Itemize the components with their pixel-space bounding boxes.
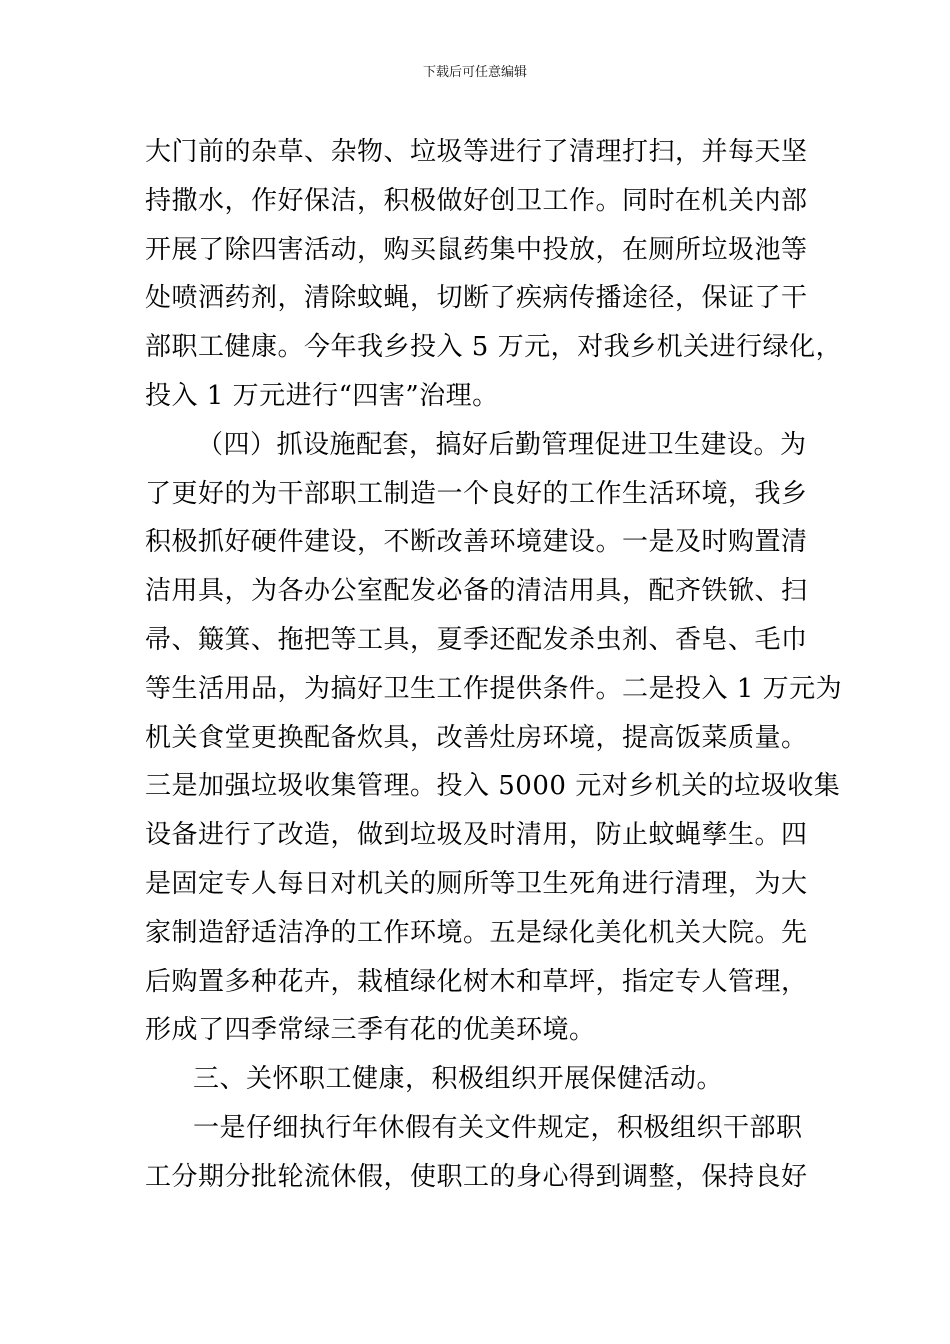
paragraph-line: 家制造舒适洁净的工作环境。五是绿化美化机关大院。先	[145, 917, 808, 948]
paragraph-line: 是固定专人每日对机关的厕所等卫生死角进行清理，为大	[145, 868, 808, 899]
paragraph-line: 开展了除四害活动，购买鼠药集中投放，在厕所垃圾池等	[145, 234, 808, 265]
paragraph-line: 处喷洒药剂，清除蚊蝇，切断了疾病传播途径，保证了干	[145, 283, 808, 314]
paragraph-line: 机关食堂更换配备炊具，改善灶房环境，提高饭菜质量。	[145, 722, 808, 753]
document-body	[145, 128, 843, 1202]
paragraph-line: 等生活用品，为搞好卫生工作提供条件。二是投入 1 万元为	[145, 673, 843, 704]
paragraph-line: 洁用具，为各办公室配发必备的清洁用具，配齐铁锨、扫	[145, 576, 808, 607]
paragraph-line: 后购置多种花卉，栽植绿化树木和草坪，指定专人管理，	[145, 966, 808, 997]
paragraph-line: 投入 1 万元进行“四害”治理。	[145, 380, 499, 411]
paragraph-line: 工分期分批轮流休假，使职工的身心得到调整，保持良好	[145, 1161, 808, 1192]
paragraph-line: 积极抓好硬件建设，不断改善环境建设。一是及时购置清	[145, 527, 808, 558]
paragraph-line: 三是加强垃圾收集管理。投入 5000 元对乡机关的垃圾收集	[145, 771, 841, 802]
paragraph-line: 大门前的杂草、杂物、垃圾等进行了清理打扫，并每天坚	[145, 137, 808, 167]
paragraph-line: 设备进行了改造，做到垃圾及时清用，防止蚊蝇孳生。四	[145, 820, 808, 851]
page-header: 下载后可任意编辑	[422, 65, 527, 80]
paragraph-line: 部职工健康。今年我乡投入 5 万元，对我乡机关进行绿化，	[145, 332, 843, 363]
paragraph-line: 持撒水，作好保洁，积极做好创卫工作。同时在机关内部	[145, 185, 808, 216]
paragraph-line: （四）抓设施配套，搞好后勤管理促进卫生建设。为	[197, 429, 807, 460]
paragraph-line: 形成了四季常绿三季有花的优美环境。	[145, 1015, 596, 1046]
paragraph-line: 帚、簸箕、拖把等工具，夏季还配发杀虫剂、香皂、毛巾	[145, 624, 808, 655]
paragraph-line: 了更好的为干部职工制造一个良好的工作生活环境，我乡	[145, 478, 808, 509]
paragraph-line: 一是仔细执行年休假有关文件规定，积极组织干部职	[193, 1112, 803, 1143]
section-heading: 三、关怀职工健康，积极组织开展保健活动。	[193, 1064, 724, 1095]
